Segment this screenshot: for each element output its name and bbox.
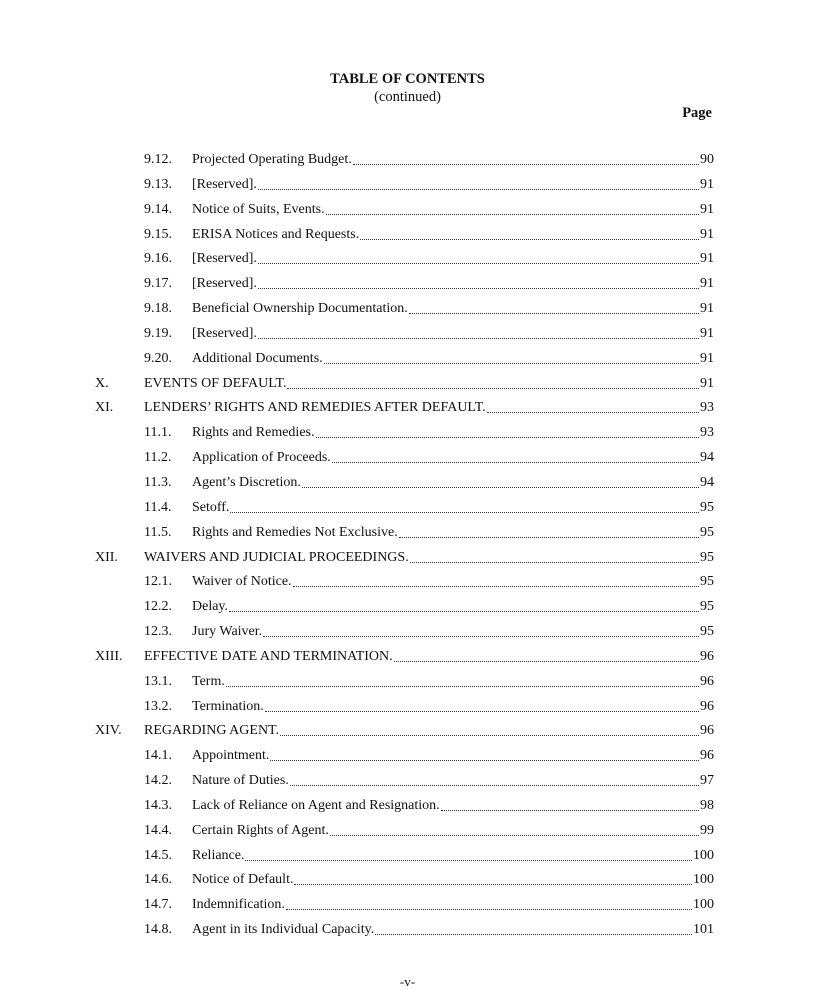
dot-leader <box>410 562 699 563</box>
toc-entry-number: 13.1. <box>144 673 172 689</box>
toc-section-row[interactable] <box>0 895 815 920</box>
toc-entry <box>192 349 714 369</box>
toc-entry-title: Application of Proceeds. <box>192 450 331 466</box>
toc-entry-number: 9.17. <box>144 276 172 292</box>
toc-section-row[interactable] <box>0 249 815 274</box>
toc-entry <box>192 771 714 791</box>
dot-leader <box>316 437 700 438</box>
toc-entry-title: [Reserved]. <box>192 176 257 192</box>
toc-section-row[interactable] <box>0 870 815 895</box>
toc-subheading: (continued) <box>374 89 441 105</box>
toc-entry <box>192 846 714 866</box>
toc-entry-number: 11.1. <box>144 425 172 441</box>
toc-section-row[interactable] <box>0 423 815 448</box>
toc-entry-title: [Reserved]. <box>192 276 257 292</box>
toc-entry-page: 91 <box>700 226 714 242</box>
toc-entry-number: 9.14. <box>144 201 172 217</box>
toc-entry-page: 95 <box>700 624 714 640</box>
toc-entry-number: 12.3. <box>144 624 172 640</box>
toc-entry-title: Delay. <box>192 599 229 615</box>
toc-entry <box>192 448 714 468</box>
toc-entry-number: 14.2. <box>144 773 172 789</box>
toc-entry-number: 14.8. <box>144 922 172 938</box>
toc-entry-page: 101 <box>693 922 714 938</box>
toc-entry-number: 9.20. <box>144 350 172 366</box>
dot-leader <box>330 835 699 836</box>
dot-leader <box>245 860 692 861</box>
toc-entry-page: 96 <box>700 698 714 714</box>
toc-entry-title: Waiver of Notice. <box>192 574 292 590</box>
toc-entry-page: 97 <box>700 773 714 789</box>
toc-entry-page: 100 <box>693 897 714 913</box>
toc-entry <box>144 398 714 418</box>
toc-section-row[interactable] <box>0 324 815 349</box>
toc-section-row[interactable] <box>0 150 815 175</box>
toc-entry-page: 100 <box>693 872 714 888</box>
toc-entry-title: Rights and Remedies Not Exclusive. <box>192 524 398 540</box>
toc-entry <box>192 225 714 245</box>
toc-entry-page: 95 <box>700 524 714 540</box>
toc-section-row[interactable] <box>0 572 815 597</box>
toc-entry <box>192 920 714 940</box>
toc-entry <box>192 324 714 344</box>
toc-entry <box>192 622 714 642</box>
toc-entry-title: EVENTS OF DEFAULT. <box>144 375 287 391</box>
toc-entry-number: 12.2. <box>144 599 172 615</box>
toc-entry-title: Notice of Default. <box>192 872 294 888</box>
dot-leader <box>302 487 699 488</box>
toc-entry <box>192 796 714 816</box>
toc-entry-number: 12.1. <box>144 574 172 590</box>
dot-leader <box>399 537 699 538</box>
toc-entry-page: 95 <box>700 574 714 590</box>
toc-entry <box>192 274 714 294</box>
toc-entry-number: XIII. <box>95 648 123 664</box>
toc-entry-number: 14.7. <box>144 897 172 913</box>
toc-section-row[interactable] <box>0 225 815 250</box>
toc-entry-title: Agent’s Discretion. <box>192 474 301 490</box>
toc-section-row[interactable] <box>0 746 815 771</box>
toc-entry-title: LENDERS’ RIGHTS AND REMEDIES AFTER DEFAULT. <box>144 400 486 416</box>
toc-entry-page: 91 <box>700 176 714 192</box>
dot-leader <box>280 735 699 736</box>
toc-section-row[interactable] <box>0 175 815 200</box>
toc-list <box>0 150 815 945</box>
toc-entry-title: Lack of Reliance on Agent and Resignation. <box>192 797 440 813</box>
dot-leader <box>230 512 699 513</box>
toc-entry-number: 9.16. <box>144 251 172 267</box>
dot-leader <box>293 586 699 587</box>
toc-entry-number: 14.6. <box>144 872 172 888</box>
toc-section-row[interactable] <box>0 473 815 498</box>
toc-entry <box>192 498 714 518</box>
toc-entry <box>192 672 714 692</box>
toc-entry-title: Jury Waiver. <box>192 624 263 640</box>
toc-entry <box>144 647 714 667</box>
dot-leader <box>409 313 699 314</box>
toc-entry-number: 14.1. <box>144 748 172 764</box>
toc-entry-page: 100 <box>693 847 714 863</box>
toc-entry-title: Reliance. <box>192 847 245 863</box>
toc-entry-number: 9.13. <box>144 176 172 192</box>
toc-entry <box>192 870 714 890</box>
toc-entry-page: 94 <box>700 474 714 490</box>
toc-entry-number: 9.18. <box>144 301 172 317</box>
toc-entry-page: 90 <box>700 152 714 167</box>
toc-entry <box>192 523 714 543</box>
toc-entry <box>192 746 714 766</box>
page-column-label: Page <box>682 105 712 121</box>
toc-entry-page: 95 <box>700 599 714 615</box>
toc-entry-page: 94 <box>700 450 714 466</box>
toc-entry-page: 91 <box>700 301 714 317</box>
toc-entry-title: Setoff. <box>192 499 230 515</box>
toc-entry <box>144 721 714 741</box>
dot-leader <box>353 164 699 165</box>
toc-entry-title: Nature of Duties. <box>192 773 289 789</box>
toc-section-row[interactable] <box>0 821 815 846</box>
toc-entry-title: Additional Documents. <box>192 350 323 366</box>
dot-leader <box>324 363 699 364</box>
dot-leader <box>441 810 699 811</box>
toc-article-row[interactable] <box>0 548 815 573</box>
toc-entry-number: XIV. <box>95 723 122 739</box>
dot-leader <box>326 214 699 215</box>
toc-section-row[interactable] <box>0 498 815 523</box>
toc-entry <box>192 895 714 915</box>
toc-entry-number: 14.3. <box>144 797 172 813</box>
dot-leader <box>229 611 699 612</box>
toc-section-row[interactable] <box>0 920 815 945</box>
toc-article-row[interactable] <box>0 721 815 746</box>
dot-leader <box>287 388 699 389</box>
toc-entry-title: Appointment. <box>192 748 270 764</box>
toc-entry-title: Indemnification. <box>192 897 285 913</box>
toc-entry-page: 95 <box>700 499 714 515</box>
toc-entry <box>192 697 714 717</box>
toc-entry-number: 11.2. <box>144 450 172 466</box>
toc-section-row[interactable] <box>0 523 815 548</box>
toc-entry-number: 11.4. <box>144 499 172 515</box>
toc-entry-number: 11.5. <box>144 524 172 540</box>
toc-entry-number: 9.19. <box>144 325 172 341</box>
toc-entry <box>192 423 714 443</box>
toc-entry-page: 96 <box>700 673 714 689</box>
toc-entry-page: 96 <box>700 748 714 764</box>
toc-entry-number: 14.4. <box>144 822 172 838</box>
toc-entry-title: Certain Rights of Agent. <box>192 822 329 838</box>
toc-entry <box>192 200 714 220</box>
toc-entry-page: 91 <box>700 350 714 366</box>
dot-leader <box>270 760 699 761</box>
toc-section-row[interactable] <box>0 771 815 796</box>
dot-leader <box>375 934 692 935</box>
toc-entry-page: 93 <box>700 425 714 441</box>
toc-entry <box>144 548 714 568</box>
toc-entry <box>192 249 714 269</box>
toc-entry-title: Rights and Remedies. <box>192 425 315 441</box>
dot-leader <box>290 785 699 786</box>
dot-leader <box>226 686 699 687</box>
toc-entry-title: Notice of Suits, Events. <box>192 201 325 217</box>
toc-entry <box>192 821 714 841</box>
toc-entry-number: XII. <box>95 549 118 565</box>
toc-section-row[interactable] <box>0 672 815 697</box>
toc-entry-title: Projected Operating Budget. <box>192 152 352 167</box>
toc-entry-number: XI. <box>95 400 114 416</box>
toc-entry-page: 99 <box>700 822 714 838</box>
dot-leader <box>294 884 692 885</box>
toc-section-row[interactable] <box>0 622 815 647</box>
toc-entry-title: [Reserved]. <box>192 251 257 267</box>
toc-entry-title: REGARDING AGENT. <box>144 723 280 739</box>
page-number: -v- <box>399 974 416 989</box>
dot-leader <box>487 412 699 413</box>
toc-entry-page: 95 <box>700 549 714 565</box>
toc-entry-page: 96 <box>700 723 714 739</box>
toc-entry <box>192 572 714 592</box>
toc-entry-page: 98 <box>700 797 714 813</box>
toc-entry-title: WAIVERS AND JUDICIAL PROCEEDINGS. <box>144 549 409 565</box>
toc-entry <box>192 597 714 617</box>
toc-entry-title: ERISA Notices and Requests. <box>192 226 360 242</box>
toc-entry-page: 91 <box>700 251 714 267</box>
toc-entry <box>192 175 714 195</box>
dot-leader <box>265 711 699 712</box>
toc-entry-page: 91 <box>700 276 714 292</box>
toc-section-row[interactable] <box>0 200 815 225</box>
dot-leader <box>286 909 692 910</box>
toc-section-row[interactable] <box>0 349 815 374</box>
toc-section-row[interactable] <box>0 299 815 324</box>
toc-entry <box>192 299 714 319</box>
toc-entry-number: 13.2. <box>144 698 172 714</box>
toc-entry-page: 91 <box>700 375 714 391</box>
toc-entry-page: 93 <box>700 400 714 416</box>
toc-entry <box>144 374 714 394</box>
toc-article-row[interactable] <box>0 374 815 399</box>
toc-entry-title: EFFECTIVE DATE AND TERMINATION. <box>144 648 393 664</box>
toc-section-row[interactable] <box>0 846 815 871</box>
dot-leader <box>258 288 699 289</box>
toc-section-row[interactable] <box>0 274 815 299</box>
dot-leader <box>394 661 699 662</box>
toc-section-row[interactable] <box>0 697 815 722</box>
toc-entry-number: X. <box>95 375 109 391</box>
toc-entry-page: 96 <box>700 648 714 664</box>
dot-leader <box>332 462 699 463</box>
toc-entry <box>192 473 714 493</box>
toc-entry-page: 91 <box>700 201 714 217</box>
dot-leader <box>360 239 699 240</box>
toc-article-row[interactable] <box>0 398 815 423</box>
dot-leader <box>263 636 699 637</box>
toc-article-row[interactable] <box>0 647 815 672</box>
toc-entry-number: 11.3. <box>144 474 172 490</box>
toc-entry-title: [Reserved]. <box>192 325 257 341</box>
toc-entry-number: 14.5. <box>144 847 172 863</box>
toc-section-row[interactable] <box>0 597 815 622</box>
toc-entry-title: Term. <box>192 673 225 689</box>
dot-leader <box>258 263 699 264</box>
toc-entry-title: Agent in its Individual Capacity. <box>192 922 375 938</box>
toc-entry-number: 9.15. <box>144 226 172 242</box>
dot-leader <box>258 189 699 190</box>
toc-section-row[interactable] <box>0 796 815 821</box>
toc-heading: TABLE OF CONTENTS <box>330 71 485 87</box>
toc-entry-title: Beneficial Ownership Documentation. <box>192 301 408 317</box>
toc-entry <box>192 150 714 170</box>
toc-section-row[interactable] <box>0 448 815 473</box>
toc-entry-number: 9.12. <box>144 152 172 167</box>
toc-entry-page: 91 <box>700 325 714 341</box>
dot-leader <box>258 338 699 339</box>
toc-entry-title: Termination. <box>192 698 264 714</box>
